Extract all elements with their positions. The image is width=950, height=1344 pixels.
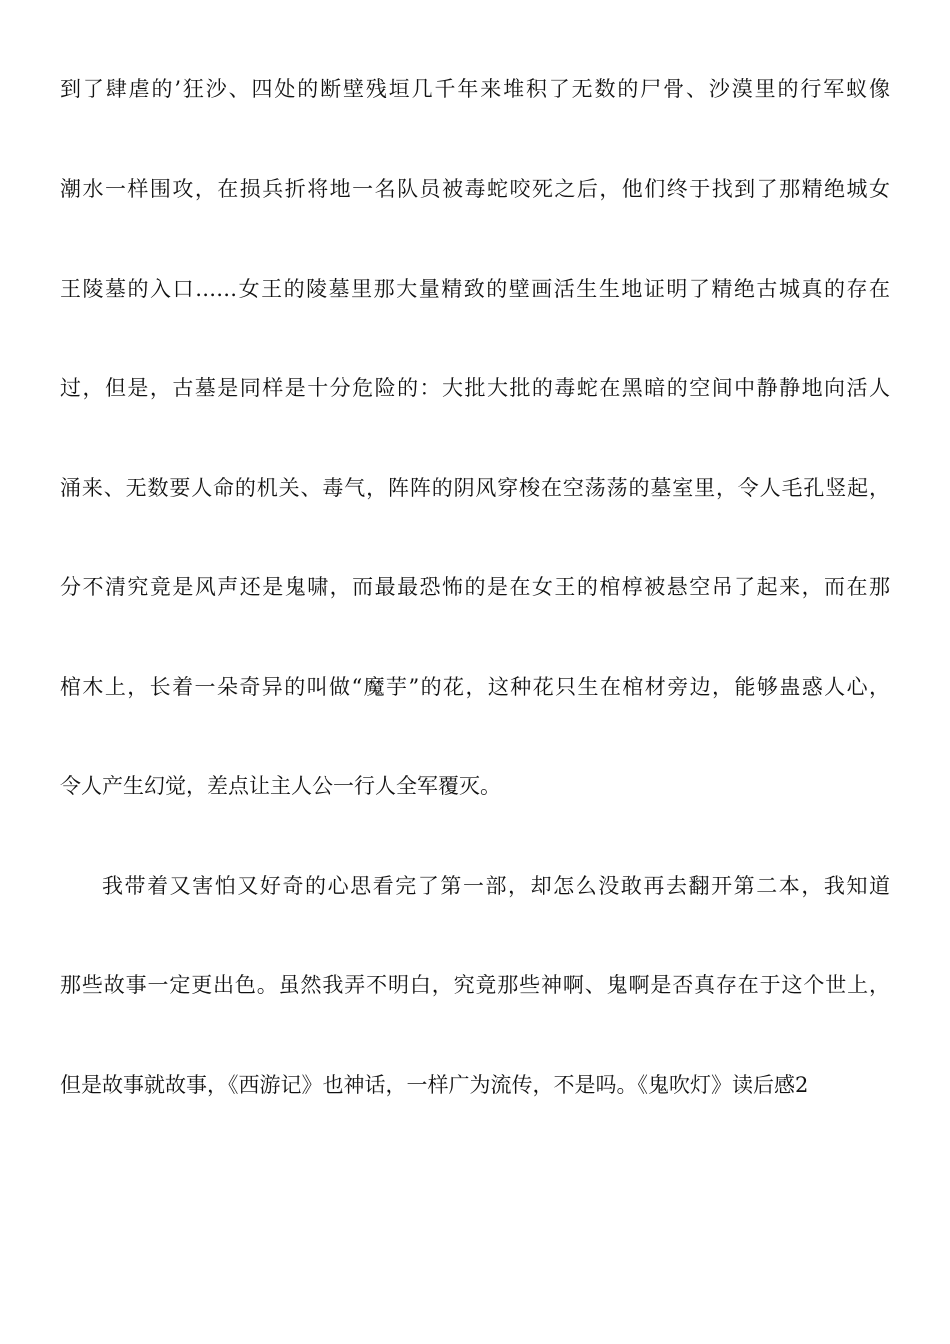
paragraph-2-line-3: 但是故事就故事，《西游记》也神话，一样广为流传，不是吗。《鬼吹灯》读后感2 <box>60 1073 809 1097</box>
paragraph-1-line-5: 涌来、无数要人命的机关、毒气，阵阵的阴风穿梭在空荡荡的墓室里，令人毛孔竖起， <box>60 476 890 500</box>
paragraph-2-line-2: 那些故事一定更出色。虽然我弄不明白，究竟那些神啊、鬼啊是否真存在于这个世上， <box>60 973 890 997</box>
paragraph-1-line-3: 王陵墓的入口……女王的陵墓里那大量精致的壁画活生生地证明了精绝古城真的存在 <box>60 277 890 301</box>
paragraph-1-line-4: 过，但是，古墓是同样是十分危险的：大批大批的毒蛇在黑暗的空间中静静地向活人 <box>60 376 890 400</box>
paragraph-1-line-1: 到了肆虐的’狂沙、四处的断壁残垣几千年来堆积了无数的尸骨、沙漠里的行军蚁像 <box>60 77 890 101</box>
paragraph-2-line-1: 我带着又害怕又好奇的心思看完了第一部，却怎么没敢再去翻开第二本，我知道 <box>102 874 890 898</box>
paragraph-1-line-8: 令人产生幻觉，差点让主人公一行人全军覆灭。 <box>60 774 501 798</box>
paragraph-1-line-2: 潮水一样围攻，在损兵折将地一名队员被毒蛇咬死之后，他们终于找到了那精绝城女 <box>60 177 890 201</box>
paragraph-1-line-6: 分不清究竟是风声还是鬼啸，而最最恐怖的是在女王的棺椁被悬空吊了起来，而在那 <box>60 575 890 599</box>
paragraph-1-line-7: 棺木上，长着一朵奇异的叫做“魔芋”的花，这种花只生在棺材旁边，能够蛊惑人心， <box>60 675 890 699</box>
